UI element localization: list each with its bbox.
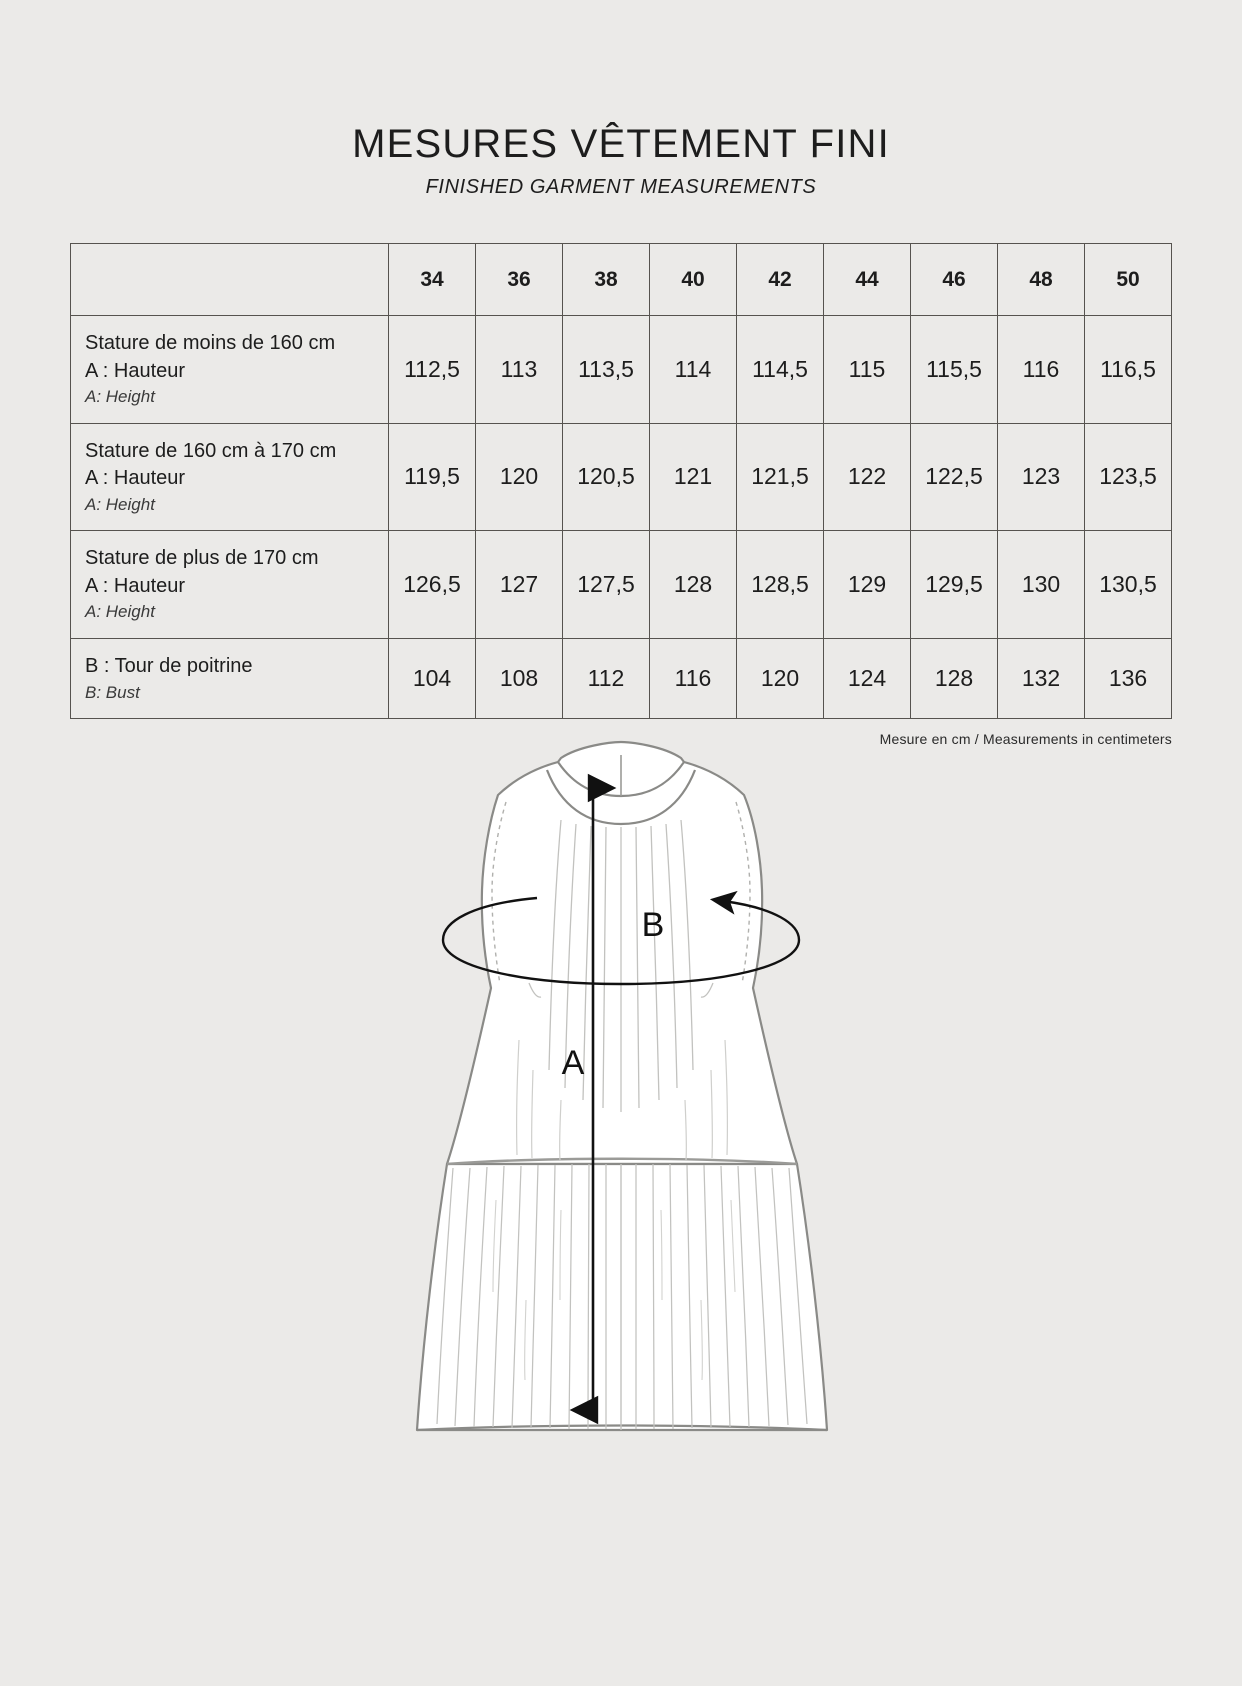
measurements-table: [70, 243, 1172, 719]
cell-value: 112,5: [389, 316, 476, 424]
cell-value: 114: [650, 316, 737, 424]
cell-value: 113: [476, 316, 563, 424]
size-header-46: 46: [911, 244, 998, 316]
cell-value: 113,5: [563, 316, 650, 424]
cell-value: 136: [1085, 638, 1172, 718]
size-header-36: 36: [476, 244, 563, 316]
garment-illustration: [0, 740, 1242, 1500]
cell-value: 122,5: [911, 423, 998, 531]
cell-value: 119,5: [389, 423, 476, 531]
row-label-line3: A: Height: [85, 494, 155, 514]
row-label-bust: [71, 638, 389, 718]
cell-value: 130,5: [1085, 531, 1172, 639]
cell-value: 128: [650, 531, 737, 639]
size-header-40: 40: [650, 244, 737, 316]
cell-value: 115,5: [911, 316, 998, 424]
size-header-38: 38: [563, 244, 650, 316]
skirt-tier-outline: [417, 1164, 827, 1430]
table-row: [71, 531, 1172, 639]
size-header-50: 50: [1085, 244, 1172, 316]
size-header-42: 42: [737, 244, 824, 316]
size-header-blank: [71, 244, 389, 316]
cell-value: 129: [824, 531, 911, 639]
cell-value: 132: [998, 638, 1085, 718]
cell-value: 120,5: [563, 423, 650, 531]
measurement-label-b: B: [641, 906, 665, 944]
row-label-line1: Stature de moins de 160 cm: [85, 332, 336, 354]
cell-value: 112: [563, 638, 650, 718]
row-label-line2: B : Tour de poitrine: [85, 654, 253, 677]
cell-value: 116,5: [1085, 316, 1172, 424]
dress-technical-flat-svg: [261, 740, 981, 1500]
page-title-fr: MESURES VÊTEMENT FINI: [352, 122, 890, 166]
cell-value: 124: [824, 638, 911, 718]
cell-value: 120: [476, 423, 563, 531]
bodice-outline: [447, 742, 797, 1164]
measurements-table-wrapper: [70, 243, 1172, 719]
cell-value: 130: [998, 531, 1085, 639]
table-head: [71, 244, 1172, 316]
cell-value: 114,5: [737, 316, 824, 424]
cell-value: 128: [911, 638, 998, 718]
table-row: [71, 316, 1172, 424]
row-label-height-under-160: [71, 316, 389, 424]
units-footnote: Mesure en cm / Measurements in centimeters: [879, 730, 1172, 747]
cell-value: 123: [998, 423, 1085, 531]
title-block: [0, 0, 1242, 199]
cell-value: 129,5: [911, 531, 998, 639]
row-label-line2: A : Hauteur: [85, 467, 186, 490]
cell-value: 116: [998, 316, 1085, 424]
row-label-line3: B: Bust: [85, 682, 140, 702]
table-row: [71, 423, 1172, 531]
row-label-line1: Stature de plus de 170 cm: [85, 547, 319, 570]
row-label-line3: A: Height: [85, 387, 155, 407]
row-label-line3: A: Height: [85, 602, 155, 622]
size-header-34: 34: [389, 244, 476, 316]
row-label-height-160-170: [71, 423, 389, 531]
row-label-line2: A : Hauteur: [85, 359, 186, 382]
cell-value: 127,5: [563, 531, 650, 639]
cell-value: 121,5: [737, 423, 824, 531]
cell-value: 115: [824, 316, 911, 424]
cell-value: 126,5: [389, 531, 476, 639]
row-label-line2: A : Hauteur: [85, 574, 186, 597]
measurement-label-a: A: [561, 1044, 585, 1082]
cell-value: 121: [650, 423, 737, 531]
cell-value: 127: [476, 531, 563, 639]
cell-value: 108: [476, 638, 563, 718]
page-title-en: FINISHED GARMENT MEASUREMENTS: [425, 176, 817, 198]
table-row: [71, 638, 1172, 718]
cell-value: 116: [650, 638, 737, 718]
size-header-48: 48: [998, 244, 1085, 316]
cell-value: 120: [737, 638, 824, 718]
size-header-row: [71, 244, 1172, 316]
row-label-height-over-170: [71, 531, 389, 639]
cell-value: 128,5: [737, 531, 824, 639]
table-body: [71, 316, 1172, 719]
cell-value: 104: [389, 638, 476, 718]
cell-value: 123,5: [1085, 423, 1172, 531]
size-header-44: 44: [824, 244, 911, 316]
cell-value: 122: [824, 423, 911, 531]
row-label-line1: Stature de 160 cm à 170 cm: [85, 439, 337, 462]
